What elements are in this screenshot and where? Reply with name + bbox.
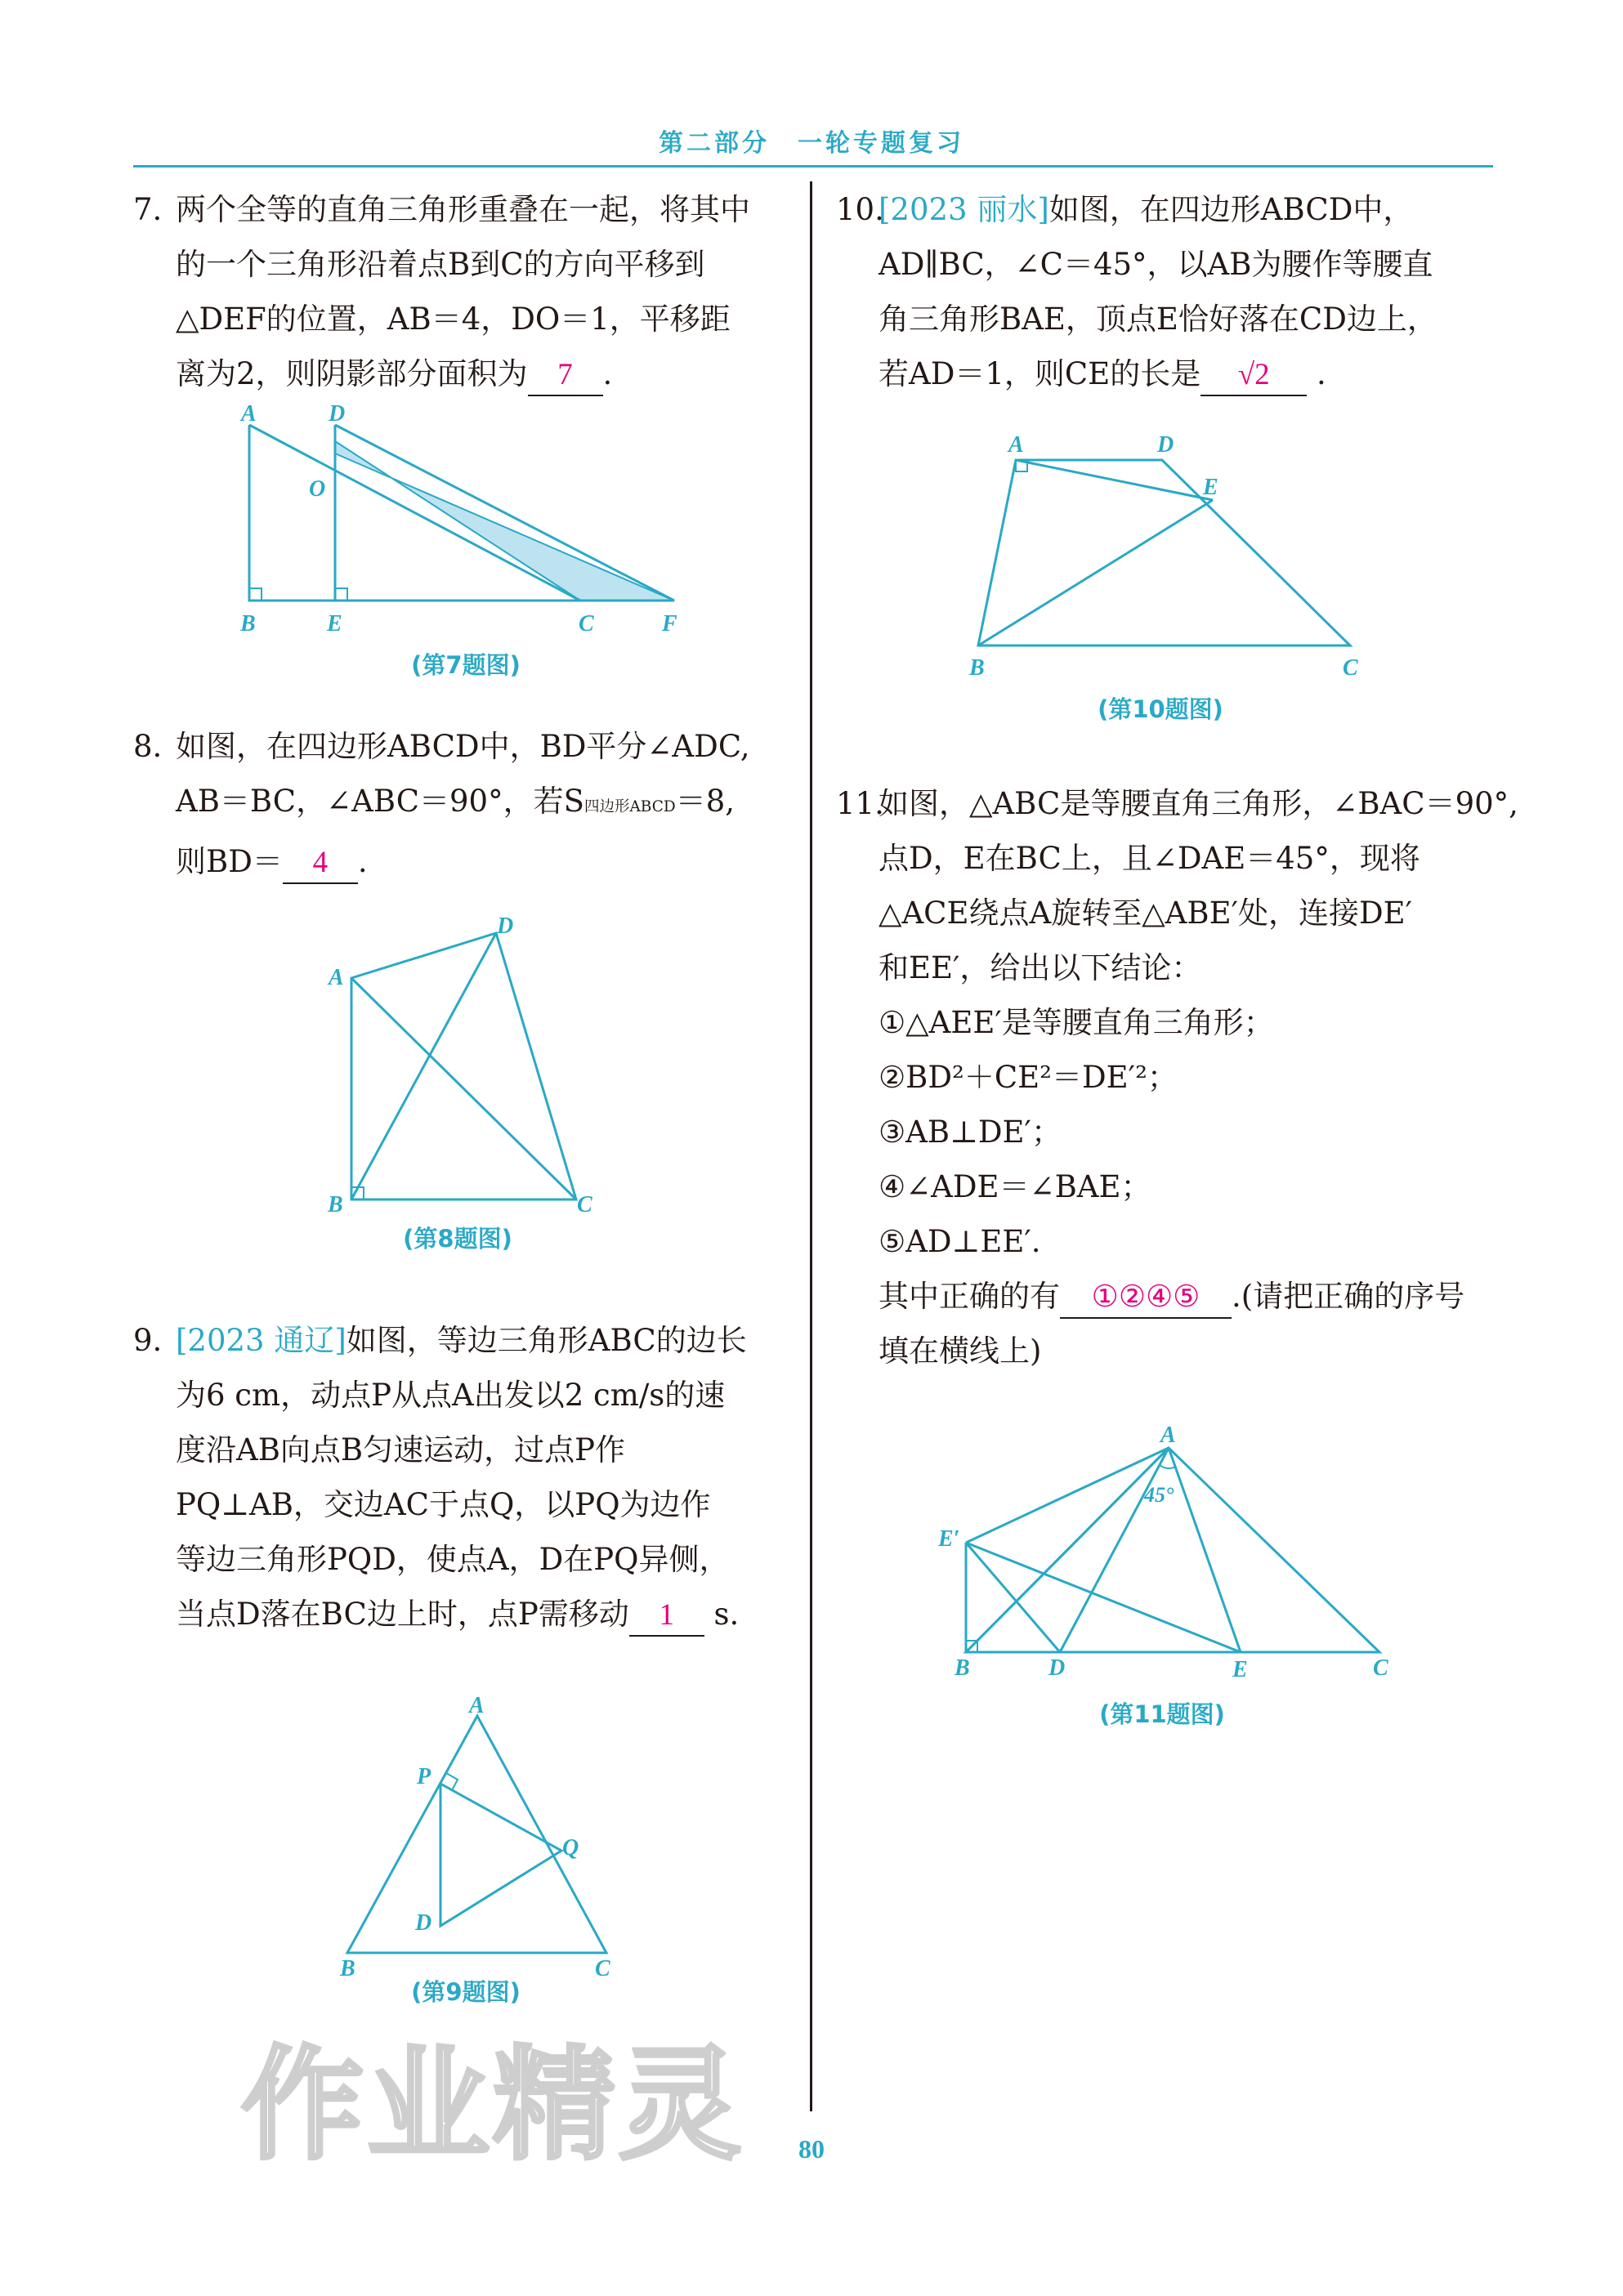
q8-label-a: A	[329, 965, 344, 990]
q7-right-angle-b	[249, 588, 262, 601]
q11-line-ab-inner	[966, 1448, 1169, 1652]
q7-number: 7.	[133, 192, 163, 227]
q9-label-p: P	[417, 1764, 431, 1789]
watermark: 作业精灵	[241, 2035, 745, 2177]
q11-triangle-abc	[966, 1448, 1379, 1652]
q10-label-d: D	[1157, 432, 1174, 458]
q8-answer-blank: 4	[283, 843, 358, 884]
q10-line-3: 角三角形BAE，顶点E恰好落在CD边上，	[879, 302, 1437, 337]
q11-line-3: △ACE绕点A旋转至△ABE′处，连接DE′	[879, 896, 1413, 931]
q9-line-2: 为6 cm，动点P从点A出发以2 cm/s的速	[176, 1378, 726, 1413]
q10-line-2: AD∥BC，∠C＝45°，以AB为腰作等腰直	[879, 247, 1433, 282]
q11-line-1: 如图，△ABC是等腰直角三角形，∠BAC＝90°,	[879, 786, 1518, 821]
q11-label-e: E	[1232, 1657, 1248, 1682]
q8-number: 8.	[133, 729, 163, 764]
q7-right-angle-e	[335, 588, 347, 601]
q10-line-4: 若AD＝1，则CE的长是	[879, 356, 1201, 391]
question-8	[133, 719, 750, 889]
q9-end: s.	[713, 1597, 740, 1632]
q11-label-angle: 45°	[1144, 1483, 1174, 1507]
q10-caption: (第10题图)	[1098, 695, 1223, 723]
q11-angle-arc	[1160, 1465, 1176, 1468]
q11-conclusion-2: ②BD²＋CE²＝DE′²；	[879, 1060, 1178, 1095]
q9-label-b: B	[340, 1956, 355, 1981]
q8-line-1: 如图，在四边形ABCD中，BD平分∠ADC,	[176, 729, 750, 764]
q9-line-5: 等边三角形PQD，使点A，D在PQ异侧，	[176, 1542, 730, 1577]
q7-label-d: D	[329, 401, 346, 427]
q9-triangle-abc	[347, 1716, 606, 1953]
q11-label-d: D	[1048, 1655, 1066, 1681]
q7-label-b: B	[240, 611, 256, 637]
q7-label-o: O	[309, 476, 326, 502]
q11-label-c: C	[1373, 1655, 1388, 1681]
q9-label-q: Q	[562, 1835, 579, 1860]
q9-line-4: PQ⊥AB，交边AC于点Q，以PQ为边作	[176, 1487, 711, 1522]
q11-caption: (第11题图)	[1099, 1700, 1225, 1728]
q9-line-3: 度沿AB向点B匀速运动，过点P作	[176, 1432, 625, 1467]
q10-label-c: C	[1343, 655, 1358, 681]
q11-conclusion-3: ③AB⊥DE′；	[879, 1114, 1062, 1150]
q7-label-e: E	[327, 611, 342, 637]
q8-label-b: B	[328, 1192, 343, 1217]
q9-source: [2023 通辽]	[176, 1323, 347, 1358]
q7-line-1: 两个全等的直角三角形重叠在一起，将其中	[176, 192, 750, 227]
q9-label-a: A	[469, 1693, 485, 1718]
q11-label-b: B	[955, 1655, 970, 1681]
q10-number: 10.	[836, 192, 884, 227]
q7-triangle-abc	[249, 425, 580, 601]
q7-label-a: A	[241, 401, 257, 427]
q8-quadrilateral	[351, 933, 576, 1199]
q11-line-ad	[1060, 1448, 1169, 1652]
q10-label-a: A	[1008, 432, 1024, 458]
q7-caption: (第7题图)	[411, 651, 521, 679]
q10-answer-blank: √2	[1200, 355, 1307, 396]
q7-line-2: 的一个三角形沿着点B到C的方向平移到	[176, 247, 705, 282]
q11-line-4: 和EE′，给出以下结论：	[879, 950, 1202, 985]
q7-end: .	[602, 356, 613, 391]
q10-label-e: E	[1203, 475, 1218, 500]
q9-triangle-pqd	[440, 1784, 561, 1926]
q11-conclusion-1: ①△AEE′是等腰直角三角形；	[879, 1005, 1274, 1040]
q9-line-6: 当点D落在BC边上时，点P需移动	[176, 1597, 629, 1632]
q11-prompt-post: .(请把正确的序号	[1232, 1279, 1465, 1314]
question-9	[133, 1313, 747, 1642]
q11-line-ae	[1169, 1448, 1241, 1652]
q10-source: [2023 丽水]	[879, 192, 1049, 227]
q11-line-epd	[966, 1543, 1060, 1652]
header-rule	[133, 165, 1493, 168]
q11-answer-blank: ①②④⑤	[1060, 1278, 1232, 1319]
q9-line-1: 如图，等边三角形ABC的边长	[346, 1323, 747, 1358]
q8-caption: (第8题图)	[403, 1225, 512, 1253]
q11-conclusion-5: ⑤AD⊥EE′.	[879, 1224, 1041, 1259]
q11-number: 11.	[836, 786, 884, 821]
q11-label-ep: E′	[938, 1526, 960, 1552]
q10-line-1: 如图，在四边形ABCD中，	[1048, 192, 1414, 227]
q9-label-c: C	[595, 1956, 610, 1981]
q10-quadrilateral	[978, 460, 1350, 645]
q7-line-4: 离为2，则阴影部分面积为	[176, 356, 528, 391]
q8-label-d: D	[497, 913, 514, 939]
q7-shaded-region	[335, 441, 674, 601]
q8-line-3: 则BD＝	[176, 844, 283, 879]
q9-answer-blank: 1	[629, 1596, 704, 1637]
q11-conclusion-4: ④∠ADE＝∠BAE；	[879, 1169, 1151, 1204]
column-divider	[810, 181, 812, 2111]
q11-line-epe	[966, 1543, 1241, 1652]
q11-prompt-pre: 其中正确的有	[879, 1279, 1060, 1314]
question-10	[836, 182, 1437, 401]
q8-diagonal-bd	[351, 933, 496, 1199]
q7-label-f: F	[662, 611, 677, 637]
q9-number: 9.	[133, 1323, 163, 1358]
q10-label-b: B	[969, 655, 985, 681]
q10-line-be	[978, 500, 1213, 645]
q7-triangle-def	[335, 425, 674, 601]
q8-line-2-end: ＝8,	[675, 784, 735, 819]
question-7	[133, 182, 750, 401]
q8-end: .	[357, 844, 368, 879]
q8-label-c: C	[577, 1192, 592, 1217]
q7-answer-blank: 7	[528, 355, 603, 396]
q11-line-2: 点D，E在BC上，且∠DAE＝45°，现将	[879, 841, 1420, 876]
q9-label-d: D	[415, 1910, 432, 1936]
q7-label-c: C	[579, 611, 594, 637]
q10-end: .	[1317, 356, 1326, 391]
q9-caption: (第9题图)	[411, 1978, 521, 2006]
q8-line-2: AB＝BC，∠ABC＝90°，若S	[176, 784, 584, 819]
page-header: 第二部分 一轮专题复习	[659, 129, 964, 158]
q8-area-subscript: 四边形ABCD	[583, 798, 676, 815]
q11-line-aep	[966, 1448, 1169, 1543]
question-11	[836, 776, 1518, 1378]
q11-prompt-line-2: 填在横线上)	[879, 1333, 1042, 1369]
q7-line-3: △DEF的位置，AB＝4，DO＝1，平移距	[176, 302, 731, 337]
q11-label-a: A	[1160, 1423, 1176, 1448]
page-number: 80	[798, 2134, 825, 2164]
